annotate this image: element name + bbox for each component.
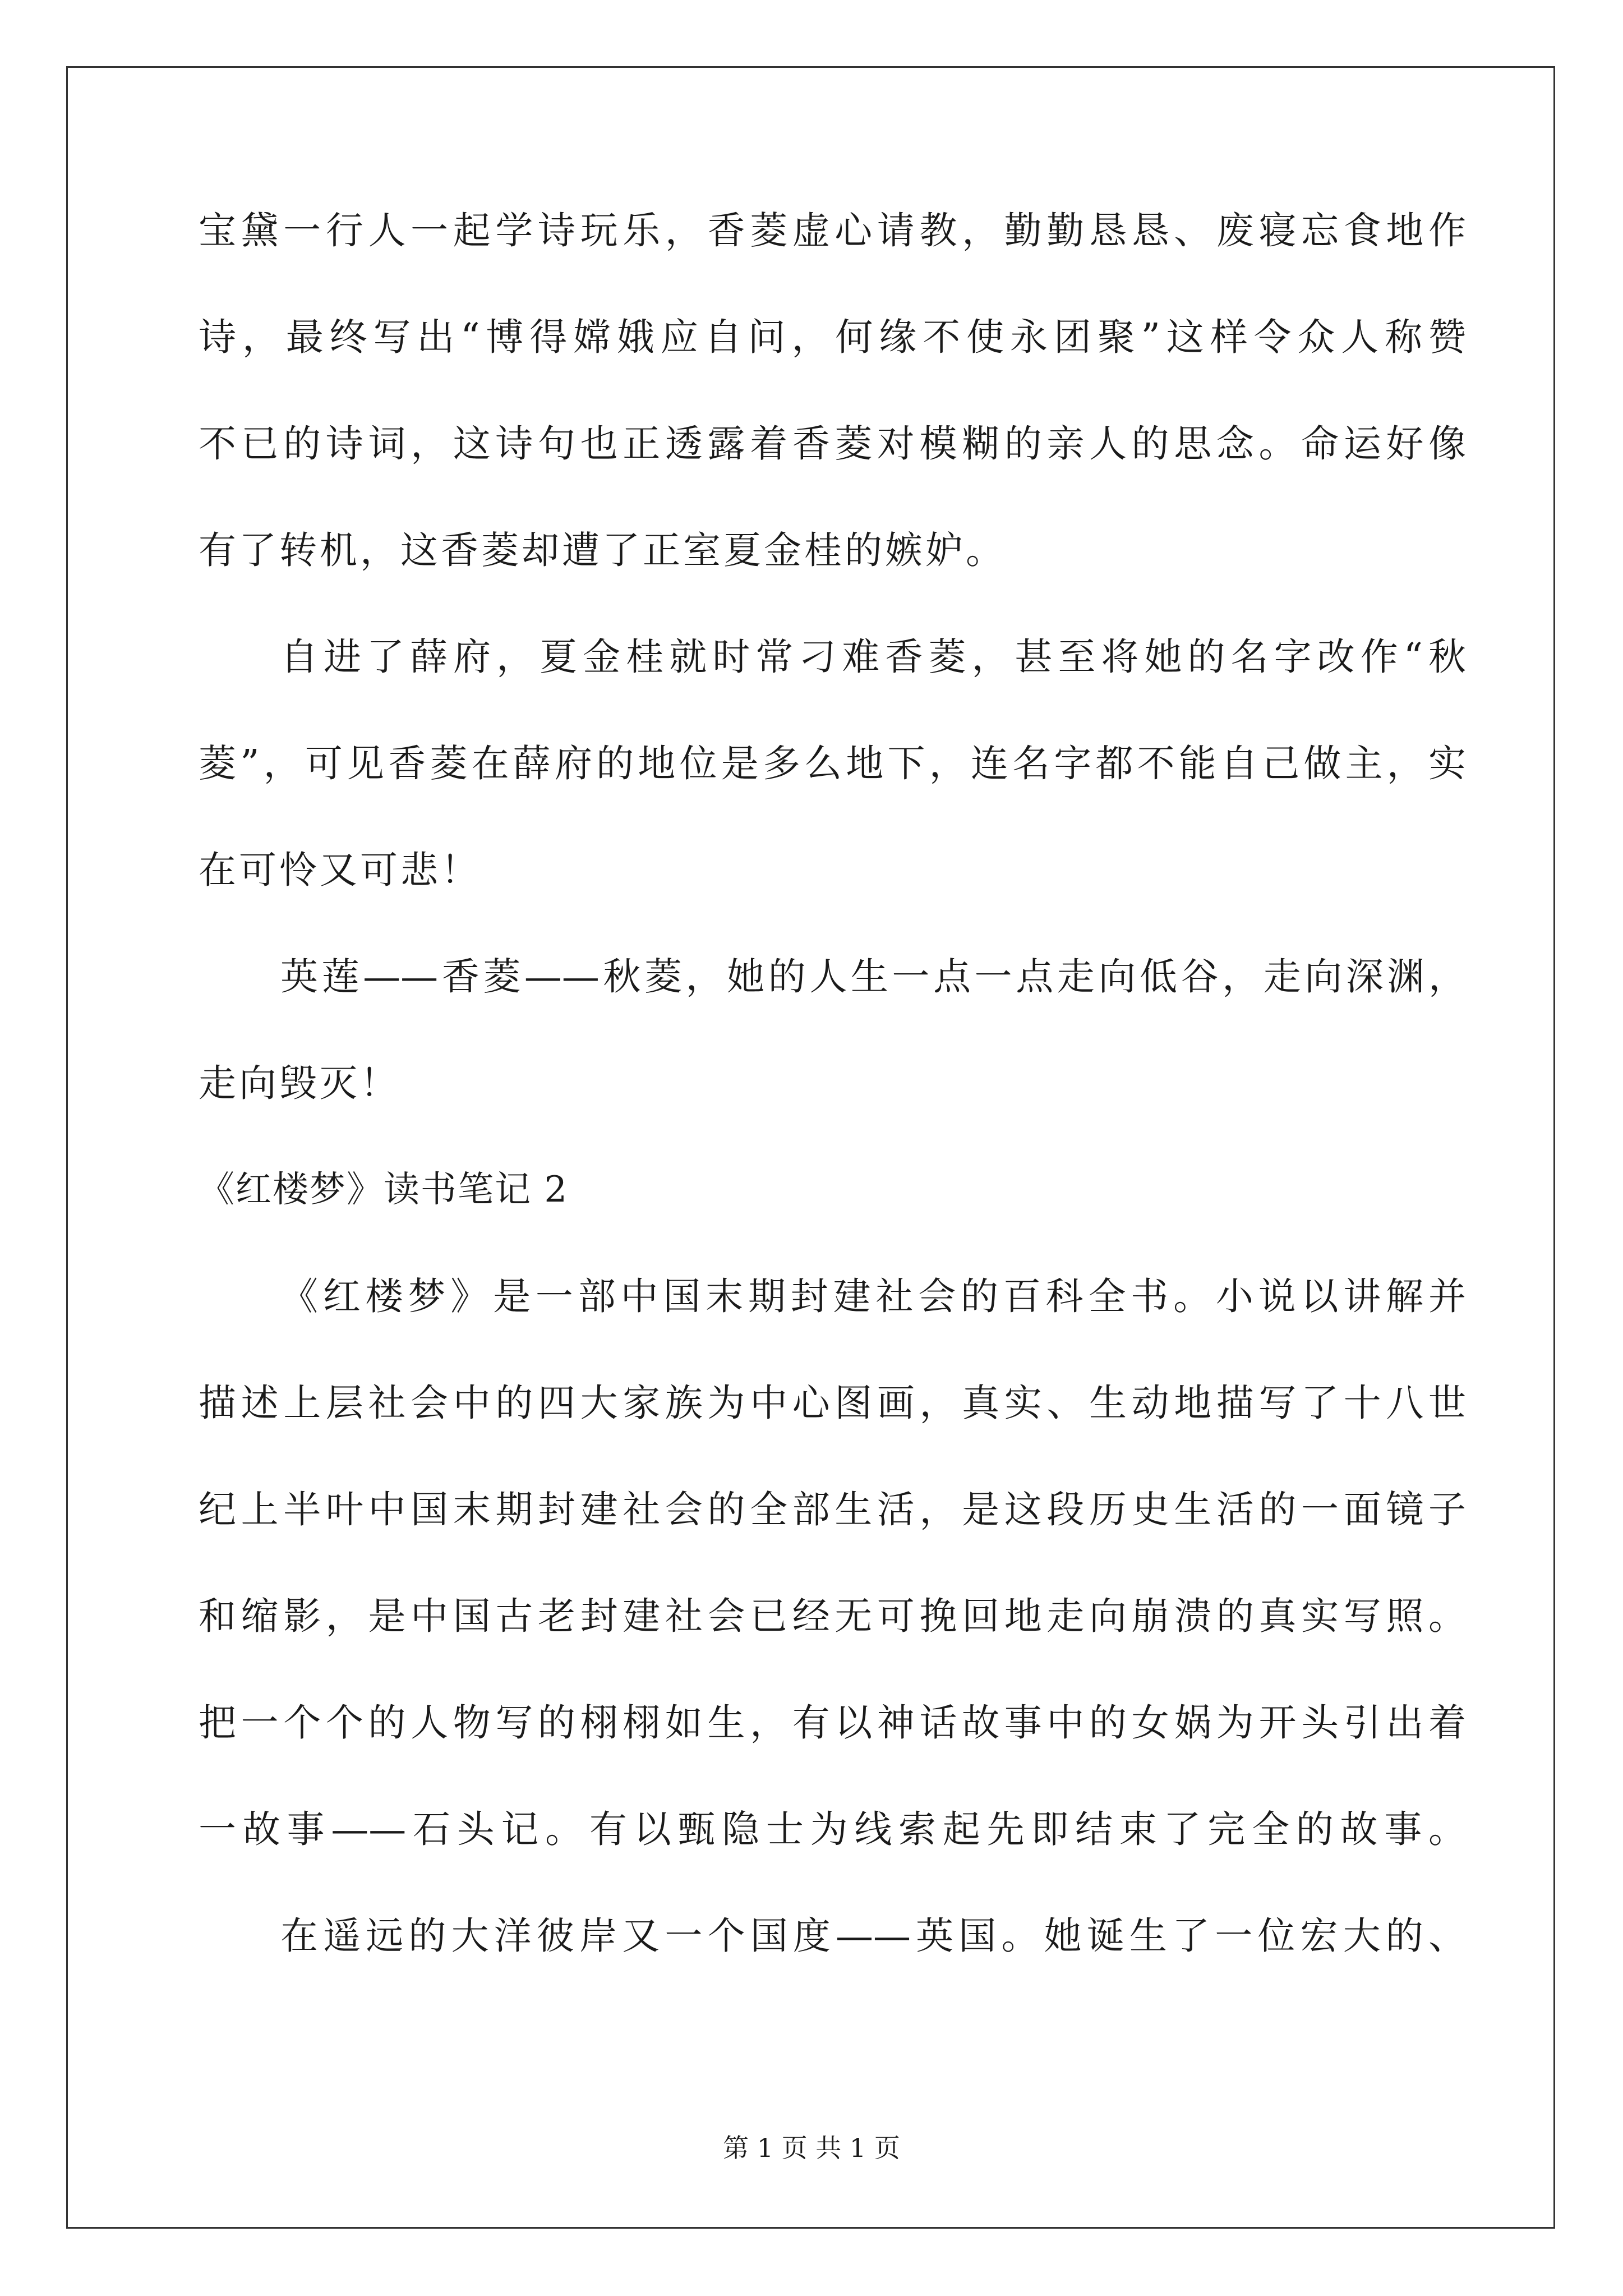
text-line: 菱”，可见香菱在薛府的地位是多么地下，连名字都不能自己做主，实 [199, 742, 1466, 785]
text-line: 诗，最终写出“博得嫦娥应自问，何缘不使永团聚”这样令众人称赞 [199, 315, 1466, 359]
text-line: 纪上半叶中国末期封建社会的全部生活，是这段历史生活的一面镜子 [199, 1488, 1466, 1531]
text-line: 描述上层社会中的四大家族为中心图画，真实、生动地描写了十八世 [199, 1381, 1466, 1425]
page-footer: 第 1 页 共 1 页 [723, 2133, 900, 2163]
text-line: 一故事——石头记。有以甄隐士为线索起先即结束了完全的故事。 [199, 1807, 1466, 1851]
text-line: 在可怜又可悲！ [199, 848, 481, 892]
text-line: 和缩影，是中国古老封建社会已经无可挽回地走向崩溃的真实写照。 [199, 1594, 1466, 1638]
document-body [199, 209, 1466, 2024]
text-line: 走向毁灭！ [199, 1061, 400, 1105]
text-line: 把一个个的人物写的栩栩如生，有以神话故事中的女娲为开头引出着 [199, 1701, 1466, 1745]
text-line: 自进了薛府，夏金桂就时常刁难香菱，甚至将她的名字改作“秋 [280, 635, 1466, 679]
text-line: 《红楼梦》是一部中国末期封建社会的百科全书。小说以讲解并 [280, 1274, 1466, 1318]
text-line: 宝黛一行人一起学诗玩乐，香菱虚心请教，勤勤恳恳、废寝忘食地作 [199, 209, 1466, 252]
text-line: 有了转机，这香菱却遭了正室夏金桂的嫉妒。 [199, 528, 1006, 572]
text-line: 不已的诗词，这诗句也正透露着香菱对模糊的亲人的思念。命运好像 [199, 422, 1466, 466]
section-heading: 《红楼梦》读书笔记 2 [199, 1169, 569, 1211]
text-line: 英莲——香菱——秋菱，她的人生一点一点走向低谷，走向深渊， [280, 955, 1466, 999]
text-line: 在遥远的大洋彼岸又一个国度——英国。她诞生了一位宏大的、 [280, 1914, 1466, 1958]
